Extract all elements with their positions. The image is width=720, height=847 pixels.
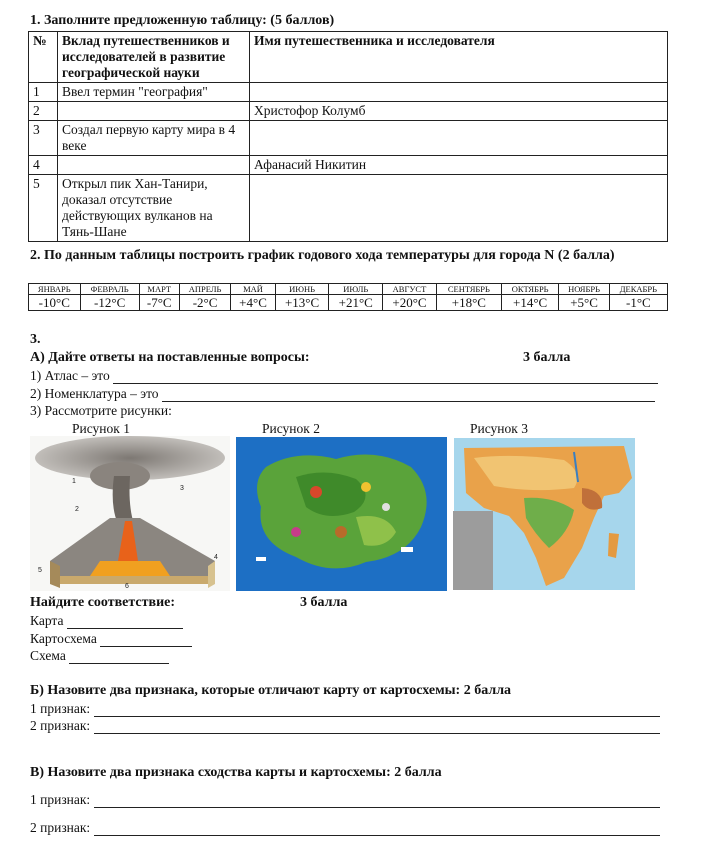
month-cell: ИЮЛЬ [329, 284, 383, 295]
row-contribution: Открыл пик Хан-Танири, доказал отсутствие действующих вулканов на Тянь-Шане [58, 175, 250, 242]
temp-cell: -1°C [609, 295, 667, 311]
month-cell: МАРТ [139, 284, 179, 295]
illustrated-island-map [236, 437, 447, 591]
part-b-sign-2 [30, 718, 660, 734]
contributions-table [28, 31, 668, 242]
question-1 [30, 368, 658, 384]
match-kartoskhema-line[interactable] [100, 646, 192, 647]
temp-cell: +5°C [559, 295, 609, 311]
temp-cell: -12°C [80, 295, 139, 311]
month-cell: НОЯБРЬ [559, 284, 609, 295]
part-c-line-1[interactable] [94, 807, 660, 808]
temp-cell: +4°C [231, 295, 275, 311]
row-contribution: Создал первую карту мира в 4 веке [58, 121, 250, 156]
month-cell: ИЮНЬ [275, 284, 329, 295]
row-name: Христофор Колумб [250, 102, 668, 121]
match-map-label: Карта [30, 613, 64, 628]
question-3: 3) Рассмотрите рисунки: [30, 403, 172, 418]
part-c-sign-2-label: 2 признак: [30, 820, 91, 835]
task1-title: 1. Заполните предложенную таблицу: (5 баллов) [30, 13, 335, 28]
month-cell: ДЕКАБРЬ [609, 284, 667, 295]
table-row [29, 83, 668, 102]
volcano-label: 5 [38, 567, 42, 574]
row-num: 5 [29, 175, 58, 242]
answer-line-2[interactable] [162, 401, 655, 402]
part-b-sign-1 [30, 701, 660, 717]
row-num: 2 [29, 102, 58, 121]
col-header-name: Имя путешественника и исследователя [250, 32, 668, 83]
part-a-points: 3 балла [523, 350, 571, 365]
match-skhema-line[interactable] [69, 663, 169, 664]
pic1-caption: Рисунок 1 [72, 421, 130, 436]
match-skhema [30, 648, 169, 664]
month-cell: ФЕВРАЛЬ [80, 284, 139, 295]
row-name[interactable] [250, 121, 668, 156]
part-c-sign-1-label: 1 признак: [30, 792, 91, 807]
month-cell: АВГУСТ [383, 284, 437, 295]
month-cell: АПРЕЛЬ [179, 284, 231, 295]
question-2-label: 2) Номенклатура – это [30, 386, 159, 401]
row-num: 3 [29, 121, 58, 156]
part-b-sign-2-label: 2 признак: [30, 718, 91, 733]
part-a-title: А) Дайте ответы на поставленные вопросы: [30, 350, 310, 365]
temp-cell: -10°C [29, 295, 81, 311]
table-row [29, 121, 668, 156]
part-b-title: Б) Назовите два признака, которые отличают карту от картосхемы: 2 балла [30, 683, 512, 698]
row-contribution: Ввел термин "география" [58, 83, 250, 102]
col-header-num: № [29, 32, 58, 83]
volcano-label: 6 [125, 583, 129, 590]
pic2-caption: Рисунок 2 [262, 421, 320, 436]
table-row [29, 175, 668, 242]
row-contribution[interactable] [58, 156, 250, 175]
row-name[interactable] [250, 175, 668, 242]
temperature-table [28, 283, 668, 311]
volcano-diagram [30, 436, 230, 591]
row-contribution[interactable] [58, 102, 250, 121]
row-num: 1 [29, 83, 58, 102]
answer-line-1[interactable] [113, 383, 658, 384]
month-cell: ЯНВАРЬ [29, 284, 81, 295]
task3-num: 3. [30, 332, 41, 347]
temp-cell: +18°C [436, 295, 501, 311]
temp-cell: -2°C [179, 295, 231, 311]
month-cell: ОКТЯБРЬ [501, 284, 559, 295]
month-cell: СЕНТЯБРЬ [436, 284, 501, 295]
temp-cell: +21°C [329, 295, 383, 311]
volcano-label: 1 [72, 478, 76, 485]
match-points: 3 балла [300, 595, 348, 610]
part-c-sign-2 [30, 820, 660, 836]
volcano-label: 2 [75, 506, 79, 513]
part-c-title: В) Назовите два признака сходства карты и картосхемы: 2 балла [30, 765, 442, 780]
image-overlay-block [453, 511, 493, 590]
match-map [30, 613, 183, 629]
part-c-line-2[interactable] [94, 835, 660, 836]
temp-cell: -7°C [139, 295, 179, 311]
row-name: Афанасий Никитин [250, 156, 668, 175]
temp-cell: +20°C [383, 295, 437, 311]
match-kartoskhema [30, 631, 192, 647]
match-map-line[interactable] [67, 628, 183, 629]
temp-cell: +13°C [275, 295, 329, 311]
question-1-label: 1) Атлас – это [30, 368, 110, 383]
task2-title: 2. По данным таблицы построить график годового хода температуры для города N (2 балла) [30, 248, 615, 263]
volcano-label: 4 [214, 554, 218, 561]
table-row [29, 156, 668, 175]
match-skhema-label: Схема [30, 648, 66, 663]
part-b-sign-1-label: 1 признак: [30, 701, 91, 716]
pic3-caption: Рисунок 3 [470, 421, 528, 436]
part-c-sign-1 [30, 792, 660, 808]
table-row [29, 102, 668, 121]
month-cell: МАЙ [231, 284, 275, 295]
col-header-contribution: Вклад путешественников и исследователей в развитие географической науки [58, 32, 250, 83]
temp-cell: +14°C [501, 295, 559, 311]
part-b-line-1[interactable] [94, 716, 660, 717]
match-title: Найдите соответствие: [30, 595, 176, 610]
match-kartoskhema-label: Картосхема [30, 631, 97, 646]
part-b-line-2[interactable] [94, 733, 660, 734]
row-num: 4 [29, 156, 58, 175]
question-2 [30, 386, 655, 402]
row-name[interactable] [250, 83, 668, 102]
volcano-label: 3 [180, 485, 184, 492]
